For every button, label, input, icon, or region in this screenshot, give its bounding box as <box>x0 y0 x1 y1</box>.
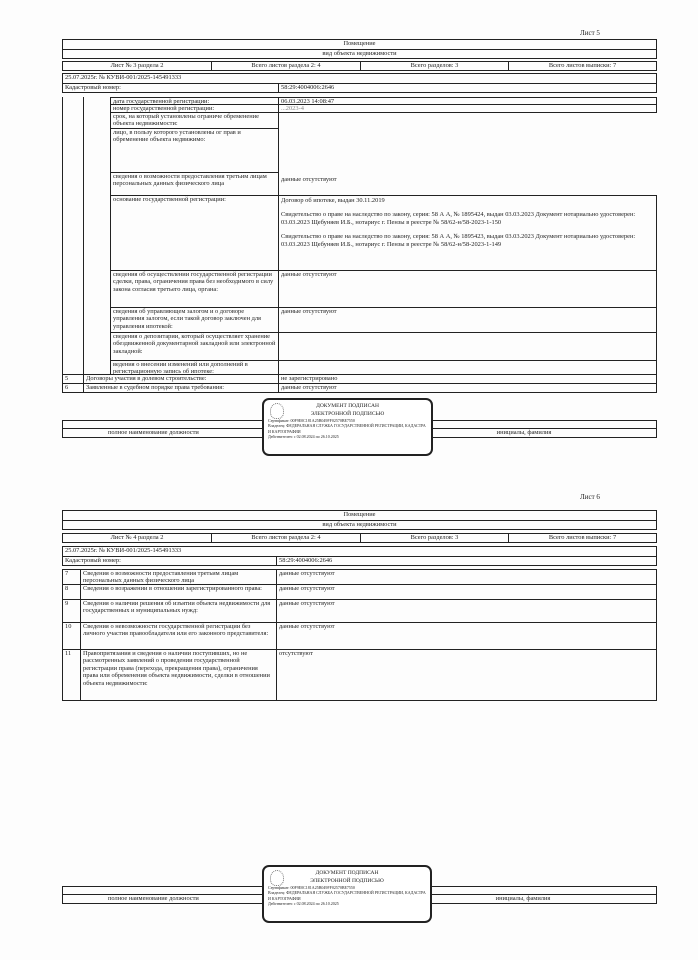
basis-line: Свидетельство о праве на наследство по закону, серия: 58 А А, № 1895423, выдан 03.03.2023 Документ нотариально удостоверен: 03.03.2023 Щебуняев И.Б., нотариус г. Пензы в реестре № 58/62-н/58-2023-1-149 <box>281 233 636 248</box>
object-type: Помещение <box>62 39 657 50</box>
row-label: Договоры участия в долевом строительстве: <box>83 374 279 384</box>
number-column <box>62 97 84 374</box>
stamp-title: ЭЛЕКТРОННОЙ ПОДПИСЬЮ <box>310 411 385 417</box>
stamp-certificate: Сертификат: 00F9E0C181A25B049FF02570BE7550 <box>268 418 355 423</box>
row-label: дата государственной регистрации: <box>110 97 279 105</box>
row-number: 5 <box>62 374 84 384</box>
row-value: данные отсутствуют <box>278 307 657 333</box>
row-label: Сведения о возможности предоставления третьим лицам персональных данных физического лица <box>80 569 277 585</box>
signature-name-label: инициалы, фамилия <box>389 894 657 904</box>
row-number: 9 <box>62 599 81 623</box>
row-value-basis <box>278 195 657 271</box>
row-value: данные отсутствуют <box>276 599 657 623</box>
row-label: номер государственной регистрации: <box>110 104 279 113</box>
stamp-title: ДОКУМЕНТ ПОДПИСАН <box>316 403 379 409</box>
object-caption: вид объекта недвижимости <box>62 49 657 59</box>
scan-overlay <box>280 114 698 171</box>
stamp-owner: Владелец: ФЕДЕРАЛЬНАЯ СЛУЖБА ГОСУДАРСТВЕННОЙ РЕГИСТРАЦИИ, КАДАСТРА И КАРТОГРАФИИ <box>268 890 426 901</box>
row-number: 11 <box>62 649 81 701</box>
document-reference: 25.07.2025г. № КУВИ-001/2025-145491333 <box>62 546 657 557</box>
row-number: 8 <box>62 584 81 600</box>
header-cell: Всего листов раздела 2: 4 <box>211 533 361 543</box>
header-cell: Всего листов выписки: 7 <box>508 533 657 543</box>
stamp-certificate: Сертификат: 00F9E0C181A25B049FF02570BE7550 <box>268 885 355 890</box>
row-value: данные отсутствуют <box>281 176 337 183</box>
header-cell: Лист № 3 раздела 2 <box>62 61 212 71</box>
cadastral-value: 58:29:4004006:2646 <box>276 556 657 566</box>
row-value: данные отсутствуют <box>276 584 657 600</box>
row-value: данные отсутствуют <box>278 383 657 393</box>
stamp-owner: Владелец: ФЕДЕРАЛЬНАЯ СЛУЖБА ГОСУДАРСТВЕННОЙ РЕГИСТРАЦИИ, КАДАСТРА И КАРТОГРАФИИ <box>268 423 426 434</box>
row-label: сведения об осуществлении государственной регистрации сделки, права, ограничения права без необходимого в силу закона согласия третьего лица, органа: <box>110 270 279 308</box>
row-value: не зарегистрировано <box>278 374 657 384</box>
row-label: основание государственной регистрации: <box>110 195 279 271</box>
row-label: Правопритязания и сведения о наличии поступивших, но не рассмотренных заявлений о проведении государственной регистрации права (перехода, прекращения права), ограничения права или обременения объекта недвижимости, сделки в отношении объекта недвижимости: <box>80 649 277 701</box>
signature-position-label: полное наименование должности <box>62 894 392 904</box>
row-number: 6 <box>62 383 84 393</box>
signature-name-label: инициалы, фамилия <box>391 428 657 438</box>
document-reference: 25.07.2025г. № КУВИ-001/2025-145491333 <box>62 73 657 84</box>
row-label: сведения о депозитарии, который осуществляет хранение обездвиженной документарной закладной или электронной закладной: <box>110 332 279 361</box>
header-cell: Всего листов выписки: 7 <box>508 61 657 71</box>
stamp-title: ЭЛЕКТРОННОЙ ПОДПИСЬЮ <box>310 878 384 884</box>
object-caption: вид объекта недвижимости <box>62 520 657 530</box>
row-label: сведения о возможности предоставления третьим лицам персональных данных физического лица <box>110 172 279 196</box>
coat-of-arms-icon <box>270 403 284 419</box>
indent-column <box>83 97 111 374</box>
row-label: сведения об управляющем залогом и о договоре управления залогом, если такой договор заключен для управления ипотекой: <box>110 307 279 333</box>
electronic-signature-stamp <box>262 398 433 456</box>
header-cell: Всего разделов: 3 <box>360 61 509 71</box>
row-value: ...2023-4 <box>278 104 657 113</box>
row-label: ведения о внесении изменений или дополнений в регистрационную запись об ипотеке: <box>110 360 279 375</box>
stamp-title: ДОКУМЕНТ ПОДПИСАН <box>315 870 379 876</box>
row-value: данные отсутствуют <box>276 622 657 650</box>
row-label: срок, на который установлены ограниче обременение объекта недвижимости: <box>110 112 279 129</box>
electronic-signature-stamp <box>262 865 432 923</box>
signature-position-label: полное наименование должности <box>62 428 392 438</box>
row-value <box>278 332 657 361</box>
row-label: Сведения о возражении в отношении зарегистрированного права: <box>80 584 277 600</box>
sheet-number: Лист 5 <box>580 29 600 37</box>
row-value <box>278 360 657 375</box>
basis-line: Свидетельство о праве на наследство по закону, серия: 58 А А, № 1895424, выдан 03.03.2023 Документ нотариально удостоверен: 03.03.2023 Щебуняев И.Б., нотариус г. Пензы в реестре № 58/62-н/58-2023-1-150 <box>281 211 636 226</box>
row-value: данные отсутствуют <box>278 270 657 308</box>
header-cell: Лист № 4 раздела 2 <box>62 533 212 543</box>
row-label: Сведения о невозможности государственной регистрации без личного участия правообладателя или его законного представителя: <box>80 622 277 650</box>
cadastral-value: 58:29:4004006:2646 <box>278 83 657 93</box>
row-value: 06.03.2023 14:08:47 <box>278 97 657 105</box>
stamp-validity: Действителен: с 02.08.2024 по 26.10.2025 <box>268 901 339 907</box>
object-type: Помещение <box>62 510 657 521</box>
basis-line: Договор об ипотеке, выдан 30.11.2019 <box>281 197 385 204</box>
cadastral-label: Кадастровый номер: <box>62 556 277 566</box>
row-value: отсутствуют <box>276 649 657 701</box>
row-number: 7 <box>62 569 81 585</box>
sheet-number: Лист 6 <box>580 493 600 501</box>
header-cell: Всего листов раздела 2: 4 <box>211 61 361 71</box>
row-value: данные отсутствуют <box>276 569 657 585</box>
cadastral-label: Кадастровый номер: <box>62 83 279 93</box>
stamp-validity: Действителен: с 02.08.2024 по 26.10.2025 <box>268 434 339 440</box>
header-cell: Всего разделов: 3 <box>360 533 509 543</box>
coat-of-arms-icon <box>270 870 284 886</box>
row-number: 10 <box>62 622 81 650</box>
row-label: Сведения о наличии решения об изъятии объекта недвижимости для государственных и муниципальных нужд: <box>80 599 277 623</box>
row-label: Заявленные в судебном порядке права требования: <box>83 383 279 393</box>
row-label: лицо, в пользу которого установлены ог прав и обременение объекта недвижимо: <box>110 128 279 173</box>
